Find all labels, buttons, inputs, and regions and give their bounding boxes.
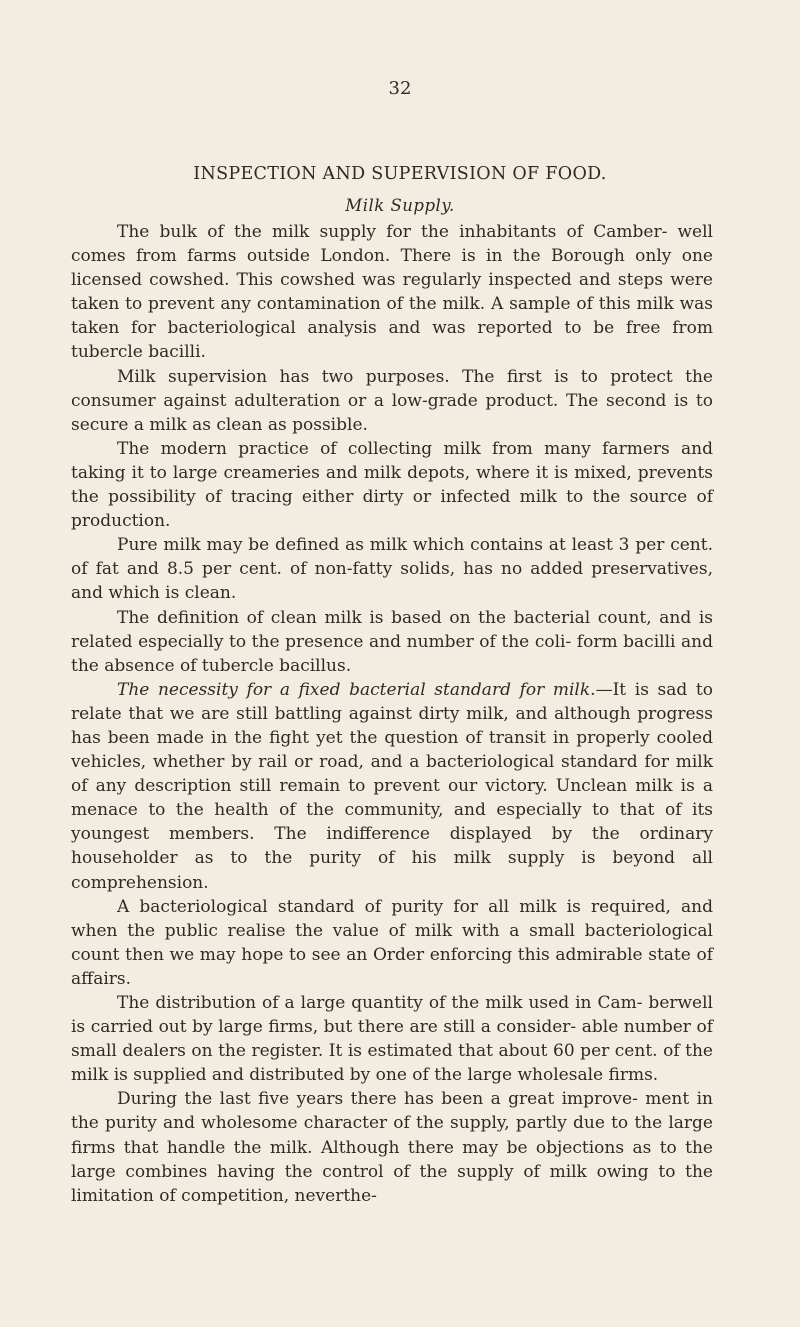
- paragraph: [71, 533, 713, 605]
- section-title: INSPECTION AND SUPERVISION OF FOOD.: [193, 164, 607, 184]
- paragraph-italic-lead: The necessity for a fixed bacterial standard for milk.: [117, 679, 596, 700]
- paragraph-text: The modern practice of collecting milk from many farmers and taking it to large creameries and milk depots, where it is mixed, prevents the possibility of tracing either dirty or infected milk to the source of production.: [71, 438, 713, 532]
- paragraph-text: The definition of clean milk is based on the bacterial count, and is related especially to the presence and number of the coli- form bacilli and the absence of tubercle bacillus.: [71, 607, 713, 676]
- body-text: [71, 220, 713, 1208]
- paragraph: [71, 606, 713, 678]
- paragraph-text: —It is sad to relate that we are still battling against dirty milk, and although progress has been made in the fight yet the question of transit in properly cooled vehicles, whether by rail or road, and a bacteriological standard for milk of any description still remain to prevent our victory. Unclean milk is a menace to the health of the community, and especially to that of its youngest members. The indifference displayed by the ordinary householder as to the purity of his milk supply is beyond all comprehension.: [71, 679, 713, 893]
- paragraph: [71, 365, 713, 437]
- paragraph: [71, 991, 713, 1087]
- paragraph-text: A bacteriological standard of purity for all milk is required, and when the public realise the value of milk with a small bacteriological count then we may hope to see an Order enforcing this admirable state of affairs.: [71, 896, 713, 989]
- paragraph-text: Pure milk may be defined as milk which contains at least 3 per cent. of fat and 8.5 per cent. of non-fatty solids, has no added preservatives, and which is clean.: [71, 535, 713, 604]
- paragraph-text: During the last five years there has been a great improve- ment in the purity and wholesome character of the supply, partly due to the large firms that handle the milk. Although there may be objections as to the large combines having the control of the supply of milk owing to the limitation of competition, neverthe-: [71, 1089, 713, 1206]
- paragraph: [71, 1087, 713, 1207]
- paragraph: [71, 220, 713, 365]
- paragraph-text: The distribution of a large quantity of the milk used in Cam- berwell is carried out by large firms, but there are still a consider- able number of small dealers on the register. It is estimated that about 60 per cent. of the milk is supplied and distributed by one of the large wholesale firms.: [71, 993, 713, 1086]
- section-subtitle: Milk Supply.: [345, 196, 455, 215]
- paragraph-text: The bulk of the milk supply for the inhabitants of Camber- well comes from farms outside London. There is in the Borough only one licensed cowshed. This cowshed was regularly inspected and steps were taken to prevent any contamination of the milk. A sample of this milk was taken for bacteriological analysis and was reported to be free from tubercle bacilli.: [71, 222, 713, 363]
- page-number: 32: [388, 78, 412, 99]
- paragraph: [71, 895, 713, 991]
- paragraph: [71, 437, 713, 533]
- paragraph-text: Milk supervision has two purposes. The first is to protect the consumer against adulteration or a low-grade product. The second is to secure a milk as clean as possible.: [71, 366, 713, 435]
- paragraph: [71, 678, 713, 895]
